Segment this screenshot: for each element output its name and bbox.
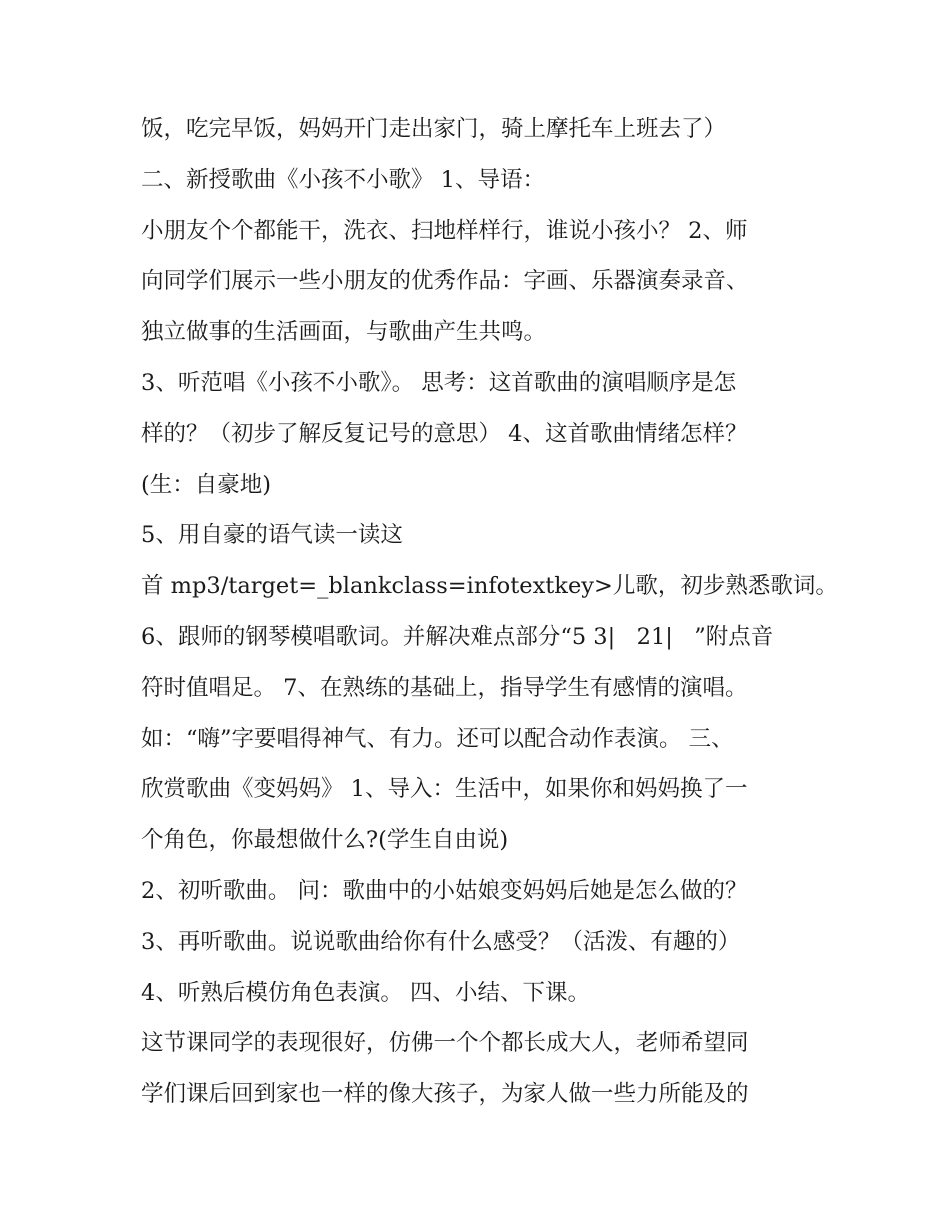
text-line: 首 mp3/target=_blankclass=infotextkey>儿歌，初步熟悉歌词。: [141, 573, 838, 600]
text-line: 如：“嗨”字要唱得神气、有力。还可以配合动作表演。 三、: [141, 725, 734, 752]
text-line: 符时值唱足。 7、在熟练的基础上，指导学生有感情的演唱。: [141, 674, 748, 701]
text-line: 欣赏歌曲《变妈妈》 1、导入：生活中，如果你和妈妈换了一: [141, 776, 748, 803]
text-line: 样的？（初步了解反复记号的意思） 4、这首歌曲情绪怎样？: [141, 420, 748, 447]
text-line: 学们课后回到家也一样的像大孩子，为家人做一些力所能及的: [141, 1081, 749, 1108]
text-line: 3、再听歌曲。说说歌曲给你有什么感受？（活泼、有趣的）: [141, 928, 741, 955]
text-line: 向同学们展示一些小朋友的优秀作品：字画、乐器演奏录音、: [141, 268, 749, 295]
text-line: 3、听范唱《小孩不小歌》。 思考：这首歌曲的演唱顺序是怎: [141, 369, 737, 396]
lesson-plan-text: [141, 109, 838, 1125]
text-line: 个角色，你最想做什么?(学生自由说): [141, 827, 509, 854]
text-line: 4、听熟后模仿角色表演。 四、小结、下课。: [141, 979, 590, 1006]
text-line: 饭，吃完早饭，妈妈开门走出家门，骑上摩托车上班去了）: [141, 116, 727, 142]
text-line: 2、初听歌曲。 问：歌曲中的小姑娘变妈妈后她是怎么做的？: [141, 877, 748, 904]
text-line: (生：自豪地): [141, 471, 272, 498]
text-line: 二、新授歌曲《小孩不小歌》 1、导语：: [141, 166, 545, 193]
text-line: 这节课同学的表现很好，仿佛一个个都长成大人，老师希望同: [141, 1030, 749, 1057]
text-line: 独立做事的生活画面，与歌曲产生共鸣。: [141, 319, 547, 346]
text-line: 6、跟师的钢琴模唱歌词。并解决难点部分“5 3| 21| ”附点音: [141, 623, 774, 650]
text-line: 小朋友个个都能干，洗衣、扫地样样行，谁说小孩小？ 2、师: [141, 217, 748, 244]
text-line: 5、用自豪的语气读一读这: [141, 522, 403, 549]
